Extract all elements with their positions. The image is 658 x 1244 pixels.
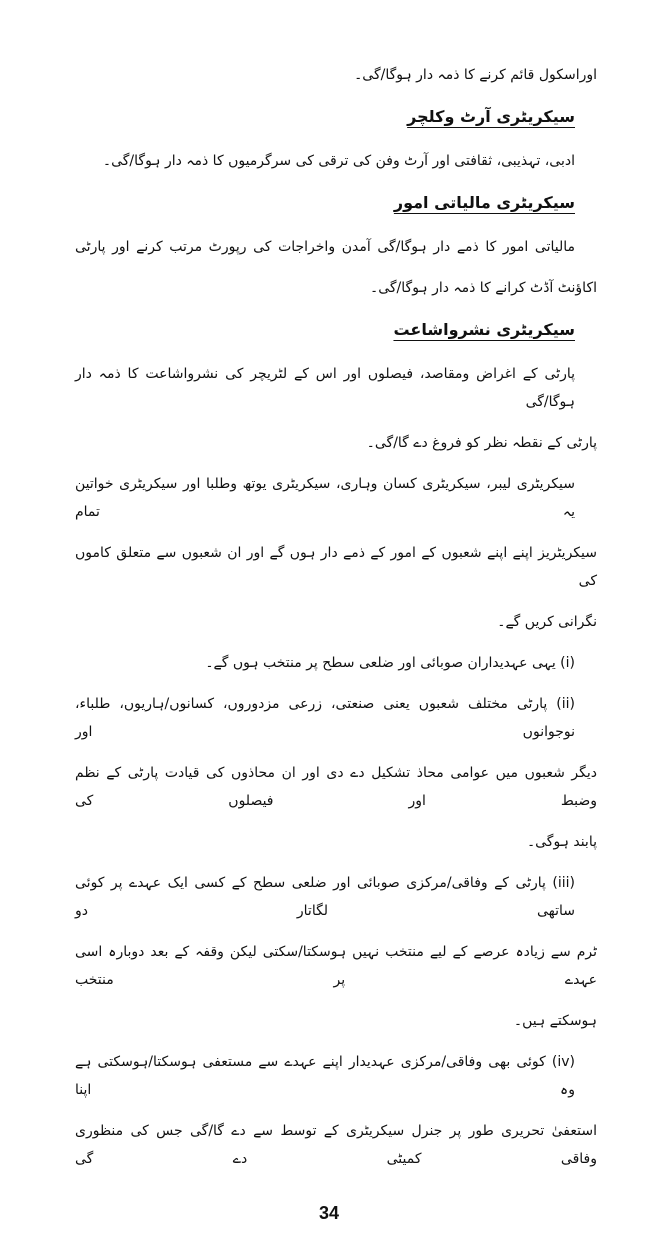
list-item-ii: (ii) پارٹی مختلف شعبوں یعنی صنعتی، زرعی مزدوروں، کسانوں/ہاریوں، طلباء، نوجوانوں اور [75,696,575,740]
text-line: پارٹی کے اغراض ومقاصد، فیصلوں اور اس کے لٹریچر کی نشرواشاعت کا ذمہ دار ہوگا/گی [75,366,575,410]
list-item-iii: (iii) پارٹی کے وفاقی/مرکزی صوبائی اور ضلعی سطح کے کسی ایک عہدے پر کوئی ساتھی لگاتار دو [75,875,575,919]
text-line: پارٹی کے نقطہ نظر کو فروغ دے گا/گی۔ [366,435,597,451]
list-item-i: (i) یہی عہدیداران صوبائی اور ضلعی سطح پر منتخب ہوں گے۔ [205,655,575,671]
document-page [75,0,597,1244]
list-item-iv: (iv) کوئی بھی وفاقی/مرکزی عہدیدار اپنے عہدے سے مستعفی ہوسکتا/ہوسکتی ہے وہ اپنا [75,1054,575,1098]
heading-secretary-finance: سیکریٹری مالیاتی امور [393,193,575,212]
text-line: ہوسکتے ہیں۔ [513,1013,597,1029]
text-line: دیگر شعبوں میں عوامی محاذ تشکیل دے دی اور ان محاذوں کی قیادت پارٹی کے نظم وضبط اور فیصلوں کی [75,765,597,809]
text-line: سیکریٹریز اپنے اپنے شعبوں کے امور کے ذمے دار ہوں گے اور ان شعبوں سے متعلق کاموں کی [75,545,597,589]
heading-secretary-publication: سیکریٹری نشرواشاعت [393,320,575,339]
heading-secretary-art-culture: سیکریٹری آرٹ وکلچر [407,107,575,126]
text-line: سیکریٹری لیبر، سیکریٹری کسان وہاری، سیکریٹری یوتھ وطلبا اور سیکریٹری خواتین یہ تمام [75,476,575,520]
page-number: 34 [318,1203,340,1223]
text-line: اوراسکول قائم کرنے کا ذمہ دار ہوگا/گی۔ [354,67,597,83]
text-line: اکاؤنٹ آڈٹ کرانے کا ذمہ دار ہوگا/گی۔ [370,280,597,296]
text-line: پابند ہوگی۔ [526,834,597,850]
text-line: ٹرم سے زیادہ عرصے کے لیے منتخب نہیں ہوسکتا/سکتی لیکن وقفہ کے بعد دوبارہ اسی عہدے پر منتخب [75,944,597,988]
text-line: نگرانی کریں گے۔ [497,614,597,630]
text-line: مالیاتی امور کا ذمے دار ہوگا/گی آمدن واخراجات کی رپورٹ مرتب کرنے اور پارٹی [75,239,575,255]
text-line: استعفیٰ تحریری طور پر جنرل سیکریٹری کے توسط سے دے گا/گی جس کی منظوری وفاقی کمیٹی دے گی [75,1123,597,1167]
text-line: ادبی، تہذیبی، ثقافتی اور آرٹ وفن کی ترقی کی سرگرمیوں کا ذمہ دار ہوگا/گی۔ [102,153,575,169]
